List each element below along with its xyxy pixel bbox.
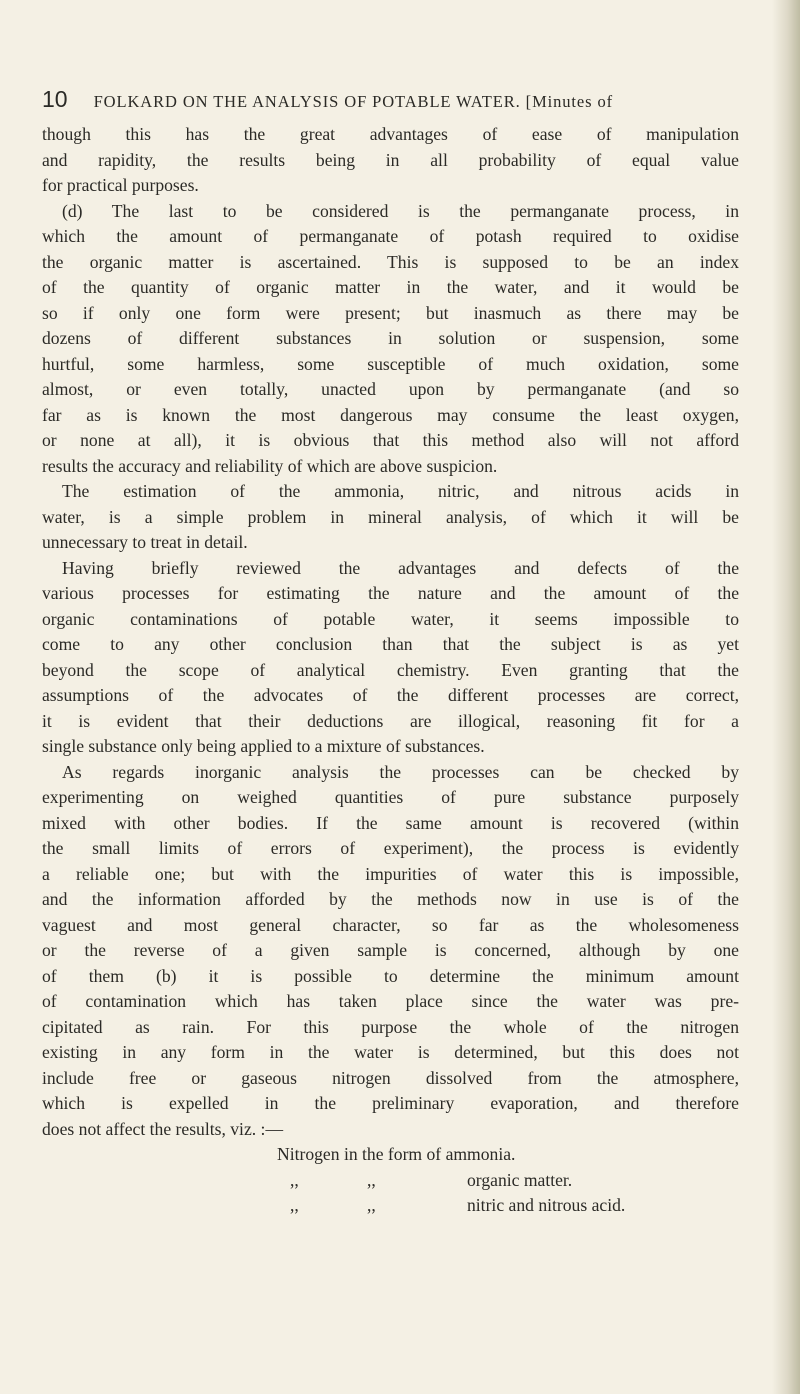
- text-line: vaguest and most general character, so far as the wholesomeness: [42, 914, 739, 935]
- text-line: for practical purposes.: [42, 175, 199, 195]
- page-number: 10: [42, 86, 68, 112]
- text-line: of the quantity of organic matter in the water, and it would be: [42, 277, 739, 297]
- text-line: results the accuracy and reliability of which are above suspicion.: [42, 455, 498, 476]
- list-item: [42, 1193, 739, 1219]
- text-line: of contamination which has taken place since the water was pre-: [42, 991, 739, 1011]
- text-line: of them (b) it is possible to determine the minimum amount: [42, 965, 739, 986]
- list-item-text: organic matter.: [467, 1169, 573, 1190]
- ditto-mark: ,,: [290, 1195, 299, 1215]
- ditto-mark: ,,: [367, 1169, 376, 1190]
- text-line: beyond the scope of analytical chemistry. Even granting that the: [42, 659, 739, 680]
- list-item-text: nitric and nitrous acid.: [467, 1195, 626, 1215]
- ditto-mark: ,,: [367, 1195, 376, 1215]
- text-line: a reliable one; but with the impurities of water this is impossible,: [42, 863, 739, 884]
- text-line: (d) The last to be considered is the permanganate process, in: [62, 200, 739, 221]
- text-line: assumptions of the advocates of the different processes are correct,: [42, 685, 739, 705]
- text-line: or the reverse of a given sample is concerned, although by one: [42, 940, 739, 960]
- page-header: [42, 86, 742, 116]
- text-line: which is expelled in the preliminary evaporation, and therefore: [42, 1093, 739, 1113]
- text-line: so if only one form were present; but inasmuch as there may be: [42, 302, 739, 323]
- text-line: unnecessary to treat in detail.: [42, 532, 248, 552]
- text-line: As regards inorganic analysis the processes can be checked by: [62, 761, 739, 782]
- text-line: and the information afforded by the methods now in use is of the: [42, 889, 739, 909]
- text-line: does not affect the results, viz. :—: [42, 1118, 284, 1139]
- text-line: and rapidity, the results being in all probability of equal value: [42, 149, 739, 170]
- text-line: include free or gaseous nitrogen dissolved from the atmosphere,: [42, 1067, 739, 1088]
- text-line: various processes for estimating the nature and the amount of the: [42, 583, 739, 603]
- text-line: which the amount of permanganate of potash required to oxidise: [42, 226, 739, 246]
- text-line: dozens of different substances in solution or suspension, some: [42, 328, 739, 348]
- ditto-mark: ,,: [290, 1169, 299, 1190]
- running-head: FOLKARD ON THE ANALYSIS OF POTABLE WATER. [Minutes of: [93, 92, 614, 111]
- list-item: [42, 1142, 739, 1168]
- text-line: or none at all), it is obvious that this method also will not afford: [42, 430, 739, 450]
- text-line: experimenting on weighed quantities of pure substance purposely: [42, 787, 739, 807]
- text-line: almost, or even totally, unacted upon by permanganate (and so: [42, 379, 739, 399]
- body-text: [42, 122, 739, 1215]
- text-line: single substance only being applied to a mixture of substances.: [42, 736, 485, 756]
- text-line: water, is a simple problem in mineral analysis, of which it will be: [42, 506, 739, 527]
- text-line: the organic matter is ascertained. This is supposed to be an index: [42, 251, 739, 272]
- nitrogen-list: [42, 1142, 739, 1219]
- text-line: hurtful, some harmless, some susceptible of much oxidation, some: [42, 353, 739, 374]
- text-line: organic contaminations of potable water, it seems impossible to: [42, 608, 739, 629]
- page-edge-shadow: [772, 0, 800, 1394]
- text-line: far as is known the most dangerous may consume the least oxygen,: [42, 404, 739, 425]
- text-line: existing in any form in the water is determined, but this does not: [42, 1042, 739, 1062]
- list-item-text: Nitrogen in the form of ammonia.: [277, 1144, 516, 1164]
- text-line: come to any other conclusion than that the subject is as yet: [42, 634, 739, 654]
- text-line: mixed with other bodies. If the same amount is recovered (within: [42, 812, 739, 833]
- text-line: it is evident that their deductions are illogical, reasoning fit for a: [42, 710, 739, 731]
- list-item: [42, 1168, 739, 1194]
- text-line: The estimation of the ammonia, nitric, and nitrous acids in: [62, 481, 739, 501]
- text-line: the small limits of errors of experiment), the process is evidently: [42, 838, 739, 858]
- text-line: cipitated as rain. For this purpose the whole of the nitrogen: [42, 1016, 739, 1037]
- text-line: Having briefly reviewed the advantages and defects of the: [62, 557, 739, 578]
- text-line: though this has the great advantages of ease of manipulation: [42, 124, 739, 144]
